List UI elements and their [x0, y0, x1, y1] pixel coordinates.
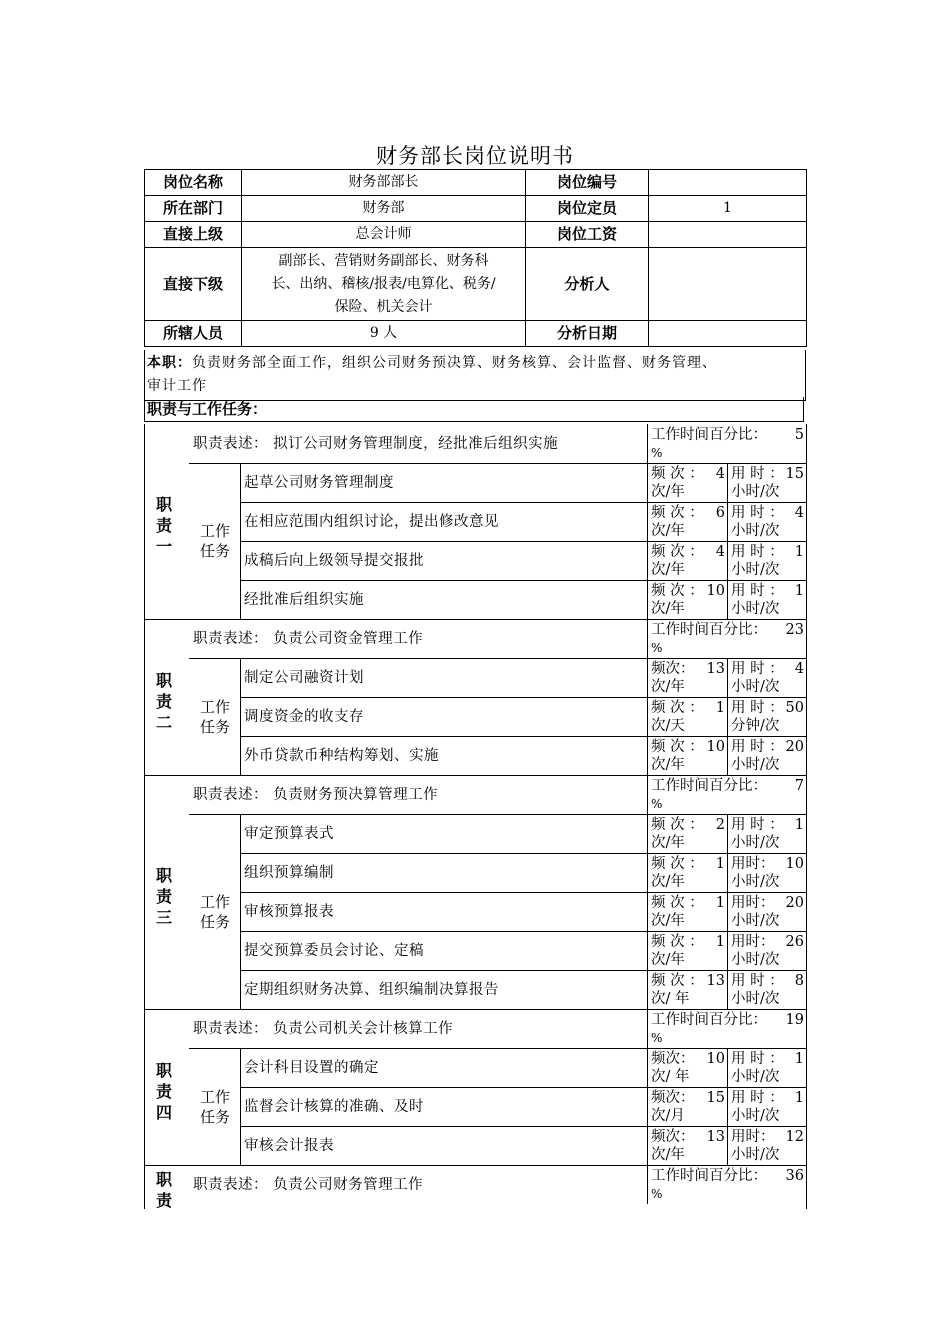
- task-frequency: [651, 1089, 725, 1126]
- subordinate-line: 长、出纳、稽核/报表/电算化、税务/: [271, 275, 496, 292]
- duty-description: 职责表述： 负责公司资金管理工作: [193, 631, 424, 647]
- task-frequency: [651, 465, 725, 502]
- quota-label: 岗位定员: [526, 196, 649, 222]
- time-percentage: [651, 621, 804, 657]
- row-divider: [189, 463, 806, 464]
- row-divider: [240, 1126, 806, 1127]
- task-duration-label: 用 时 ：: [731, 973, 784, 989]
- main-responsibility-text-cont: 审计工作: [147, 378, 207, 394]
- main-responsibility-label: 本职：: [147, 355, 192, 371]
- task-frequency-number: 6: [715, 505, 725, 521]
- task-duration: [731, 465, 804, 502]
- duty-description: 职责表述： 拟订公司财务管理制度，经批准后组织实施: [193, 436, 559, 452]
- duty-name-char: 责: [155, 1191, 172, 1210]
- task-duration-unit: 小时/次: [731, 913, 780, 929]
- row-divider: [240, 541, 806, 542]
- col-divider: [806, 1009, 807, 1165]
- superior-label: 直接上级: [145, 222, 242, 248]
- task-frequency-number: 4: [715, 466, 725, 482]
- task-frequency-unit: 次/年: [651, 523, 685, 539]
- task-text: 审核预算报表: [244, 904, 334, 920]
- staff-value: 9 人: [242, 321, 526, 347]
- job-name-value: 财务部部长: [242, 170, 526, 196]
- task-text: 外币贷款币种结构筹划、实施: [244, 748, 439, 764]
- task-frequency-number: 2: [715, 817, 725, 833]
- task-frequency-number: 10: [706, 1051, 725, 1067]
- task-duration: [731, 1128, 804, 1165]
- time-percentage-label: 工作时间百分比：: [651, 1168, 767, 1184]
- task-duration-unit: 小时/次: [731, 874, 780, 890]
- task-frequency-label: 频次：: [651, 1051, 695, 1067]
- subordinate-label: 直接下级: [145, 248, 242, 321]
- task-duration-unit: 小时/次: [731, 991, 780, 1007]
- col-divider: [806, 619, 807, 775]
- task-duration-number: 8: [794, 973, 804, 989]
- task-frequency-number: 10: [706, 583, 725, 599]
- task-frequency: [651, 504, 725, 541]
- task-duration-number: 10: [785, 856, 804, 872]
- duty-name-char: 职: [155, 670, 172, 690]
- task-frequency-number: 1: [715, 934, 725, 950]
- work-task-label-line: 任务: [199, 717, 230, 736]
- task-duration: [731, 816, 804, 853]
- task-duration-label: 用 时 ：: [731, 661, 784, 677]
- time-percentage-value: 23: [785, 622, 804, 638]
- row-divider: [240, 931, 806, 932]
- task-frequency-unit: 次/天: [651, 718, 685, 734]
- time-percentage-unit: %: [651, 1187, 663, 1201]
- task-frequency-number: 1: [715, 856, 725, 872]
- task-frequency-unit: 次/月: [651, 1108, 685, 1124]
- task-frequency-unit: 次/年: [651, 679, 685, 695]
- col-divider: [647, 658, 648, 775]
- task-frequency-unit: 次/年: [651, 874, 685, 890]
- task-frequency-label: 频 次 ：: [651, 466, 704, 482]
- task-frequency-label: 频 次 ：: [651, 856, 704, 872]
- task-duration-number: 1: [794, 583, 804, 599]
- col-divider: [727, 658, 728, 775]
- task-duration-unit: 小时/次: [731, 1147, 780, 1163]
- task-text: 提交预算委员会讨论、定稿: [244, 943, 424, 959]
- task-duration: [731, 699, 804, 736]
- duties-header: 职责与工作任务：: [144, 397, 804, 422]
- task-frequency-unit: 次/年: [651, 562, 685, 578]
- task-duration-label: 用时：: [731, 934, 775, 950]
- task-duration-label: 用 时 ：: [731, 544, 784, 560]
- date-label: 分析日期: [526, 321, 649, 347]
- task-duration-number: 50: [785, 700, 804, 716]
- duty-name: [144, 494, 184, 557]
- task-frequency-label: 频 次 ：: [651, 544, 704, 560]
- task-frequency-unit: 次/ 年: [651, 991, 690, 1007]
- task-duration-label: 用 时 ：: [731, 583, 784, 599]
- duty-name: [144, 1060, 184, 1123]
- time-percentage-label: 工作时间百分比：: [651, 1012, 767, 1028]
- task-duration-number: 1: [794, 1090, 804, 1106]
- subordinate-line: 保险、机关会计: [334, 298, 433, 315]
- task-duration-number: 4: [794, 505, 804, 521]
- task-duration: [731, 972, 804, 1009]
- col-divider: [647, 424, 648, 463]
- job-no-label: 岗位编号: [526, 170, 649, 196]
- job-no-value: [649, 170, 807, 196]
- duty-name: [144, 670, 184, 733]
- task-frequency-number: 1: [715, 700, 725, 716]
- work-task-label: [190, 521, 240, 561]
- col-divider: [240, 658, 241, 775]
- work-task-label-line: 任务: [199, 1107, 230, 1126]
- task-duration-unit: 小时/次: [731, 679, 780, 695]
- task-frequency-unit: 次/年: [651, 952, 685, 968]
- work-task-label: [190, 892, 240, 932]
- task-duration-unit: 小时/次: [731, 1069, 780, 1085]
- task-frequency-number: 15: [706, 1090, 725, 1106]
- work-task-label-line: 任务: [199, 912, 230, 931]
- col-divider: [727, 814, 728, 1009]
- task-text: 监督会计核算的准确、及时: [244, 1099, 424, 1115]
- row-divider: [189, 814, 806, 815]
- task-duration-number: 20: [785, 739, 804, 755]
- task-duration-label: 用时：: [731, 856, 775, 872]
- task-duration-label: 用 时 ：: [731, 817, 784, 833]
- main-responsibility-text: 负责财务部全面工作，组织公司财务预决算、财务核算、会计监督、财务管理、: [192, 355, 717, 371]
- task-frequency-number: 10: [706, 739, 725, 755]
- col-divider: [727, 1048, 728, 1165]
- duty-name: [144, 1169, 184, 1211]
- col-divider: [806, 1165, 807, 1209]
- dept-value: 财务部: [242, 196, 526, 222]
- task-text: 在相应范围内组织讨论，提出修改意见: [244, 514, 499, 530]
- duty-name-char: 责: [155, 886, 172, 906]
- row-divider: [240, 1087, 806, 1088]
- task-duration-label: 用 时 ：: [731, 700, 784, 716]
- task-frequency-number: 13: [706, 1129, 725, 1145]
- task-text: 组织预算编制: [244, 865, 334, 881]
- task-duration-number: 1: [794, 1051, 804, 1067]
- task-frequency: [651, 738, 725, 775]
- col-divider: [240, 814, 241, 1009]
- task-duration: [731, 660, 804, 697]
- task-frequency-label: 频 次 ：: [651, 934, 704, 950]
- task-duration-label: 用 时 ：: [731, 1051, 784, 1067]
- time-percentage-unit: %: [651, 1031, 663, 1045]
- row-divider: [240, 970, 806, 971]
- time-percentage: [651, 1167, 804, 1203]
- task-duration: [731, 1089, 804, 1126]
- col-divider: [647, 1048, 648, 1165]
- task-duration-number: 20: [785, 895, 804, 911]
- task-duration-number: 15: [785, 466, 804, 482]
- task-duration-label: 用 时 ：: [731, 1090, 784, 1106]
- task-text: 会计科目设置的确定: [244, 1060, 379, 1076]
- task-frequency-label: 频次：: [651, 1129, 695, 1145]
- time-percentage: [651, 426, 804, 462]
- date-value: [649, 321, 807, 347]
- task-frequency: [651, 543, 725, 580]
- task-duration: [731, 543, 804, 580]
- row-divider: [189, 658, 806, 659]
- work-task-label-line: 工作: [199, 697, 230, 716]
- work-task-label: [190, 1087, 240, 1127]
- salary-value: [649, 222, 807, 248]
- col-divider: [647, 619, 648, 658]
- time-percentage: [651, 1011, 804, 1047]
- task-duration-unit: 小时/次: [731, 562, 780, 578]
- duty-description: 职责表述： 负责公司财务管理工作: [193, 1177, 424, 1193]
- analyst-label: 分析人: [526, 248, 649, 321]
- dept-label: 所在部门: [145, 196, 242, 222]
- work-task-label-line: 工作: [199, 892, 230, 911]
- row-divider: [144, 619, 806, 620]
- duty-name-char: 职: [155, 495, 172, 514]
- task-frequency: [651, 1128, 725, 1165]
- task-frequency-unit: 次/年: [651, 484, 685, 500]
- task-frequency-number: 13: [706, 661, 725, 677]
- duty-name-char: 四: [155, 1102, 172, 1122]
- col-divider: [647, 775, 648, 814]
- duty-name-char: 责: [155, 691, 172, 711]
- analyst-value: [649, 248, 807, 321]
- task-duration-unit: 小时/次: [731, 757, 780, 773]
- row-divider: [240, 736, 806, 737]
- task-duration-number: 4: [794, 661, 804, 677]
- duty-description: 职责表述： 负责财务预决算管理工作: [193, 787, 439, 803]
- task-duration-unit: 小时/次: [731, 952, 780, 968]
- task-frequency: [651, 816, 725, 853]
- task-frequency: [651, 894, 725, 931]
- superior-value: 总会计师: [242, 222, 526, 248]
- duty-name-char: 三: [155, 907, 172, 927]
- time-percentage-unit: %: [651, 641, 663, 655]
- task-duration-unit: 小时/次: [731, 835, 780, 851]
- row-divider: [240, 580, 806, 581]
- task-frequency: [651, 972, 725, 1009]
- task-text: 经批准后组织实施: [244, 592, 364, 608]
- staff-label: 所辖人员: [145, 321, 242, 347]
- time-percentage-value: 19: [785, 1012, 804, 1028]
- document-title: 财务部长岗位说明书: [376, 144, 574, 168]
- work-task-label-line: 工作: [199, 522, 230, 540]
- main-responsibility: [144, 350, 806, 401]
- task-duration-label: 用时：: [731, 895, 775, 911]
- duty-name-char: 职: [155, 1060, 172, 1080]
- row-divider: [189, 1048, 806, 1049]
- col-divider: [806, 775, 807, 1009]
- task-frequency-unit: 次/年: [651, 757, 685, 773]
- row-divider: [240, 892, 806, 893]
- task-frequency-unit: 次/年: [651, 1147, 685, 1163]
- task-frequency-unit: 次/年: [651, 601, 685, 617]
- quota-value: 1: [649, 196, 807, 222]
- task-duration: [731, 738, 804, 775]
- task-duration-number: 12: [785, 1129, 804, 1145]
- task-duration-unit: 小时/次: [731, 1108, 780, 1124]
- time-percentage-value: 36: [785, 1168, 804, 1184]
- task-duration-label: 用 时 ：: [731, 505, 784, 521]
- duty-name-char: 二: [155, 712, 172, 732]
- task-frequency-label: 频 次 ：: [651, 973, 704, 989]
- time-percentage-value: 7: [794, 778, 804, 794]
- row-divider: [240, 697, 806, 698]
- task-frequency-number: 13: [706, 973, 725, 989]
- duty-name-char: 一: [155, 537, 172, 556]
- task-frequency: [651, 699, 725, 736]
- task-frequency-label: 频 次 ：: [651, 700, 704, 716]
- task-frequency: [651, 933, 725, 970]
- duty-description: 职责表述： 负责公司机关会计核算工作: [193, 1021, 454, 1037]
- col-divider: [647, 1165, 648, 1204]
- job-info-table: [144, 169, 807, 347]
- subordinate-line: 副部长、营销财务副部长、财务科: [278, 252, 489, 269]
- time-percentage-value: 5: [794, 427, 804, 443]
- salary-label: 岗位工资: [526, 222, 649, 248]
- task-text: 定期组织财务决算、组织编制决算报告: [244, 982, 499, 998]
- row-divider: [144, 1165, 806, 1166]
- task-frequency-number: 1: [715, 895, 725, 911]
- task-text: 调度资金的收支存: [244, 709, 364, 725]
- task-frequency: [651, 1050, 725, 1087]
- task-duration: [731, 855, 804, 892]
- row-divider: [240, 502, 806, 503]
- col-divider: [647, 814, 648, 1009]
- task-duration-label: 用时：: [731, 1129, 775, 1145]
- task-duration: [731, 933, 804, 970]
- task-text: 起草公司财务管理制度: [244, 475, 394, 491]
- col-divider: [647, 1009, 648, 1048]
- task-text: 制定公司融资计划: [244, 670, 364, 686]
- task-frequency-unit: 次/ 年: [651, 1069, 690, 1085]
- task-frequency-number: 4: [715, 544, 725, 560]
- task-text: 审定预算表式: [244, 826, 334, 842]
- task-duration-unit: 分钟/次: [731, 718, 780, 734]
- task-text: 成稿后向上级领导提交报批: [244, 553, 424, 569]
- task-duration-label: 用 时 ：: [731, 466, 784, 482]
- duty-name-char: 职: [155, 865, 172, 885]
- task-frequency-label: 频次：: [651, 1090, 695, 1106]
- duty-name: [144, 865, 184, 928]
- task-frequency-unit: 次/年: [651, 835, 685, 851]
- task-duration-number: 1: [794, 817, 804, 833]
- time-percentage-unit: %: [651, 446, 663, 460]
- task-frequency-label: 频 次 ：: [651, 895, 704, 911]
- task-duration-unit: 小时/次: [731, 523, 780, 539]
- task-frequency-label: 频 次 ：: [651, 583, 704, 599]
- task-duration: [731, 1050, 804, 1087]
- duty-name-char: 责: [155, 1081, 172, 1101]
- job-name-label: 岗位名称: [145, 170, 242, 196]
- task-frequency-label: 频 次 ：: [651, 817, 704, 833]
- task-duration: [731, 894, 804, 931]
- task-frequency-label: 频次：: [651, 661, 695, 677]
- row-divider: [144, 1009, 806, 1010]
- task-duration: [731, 582, 804, 619]
- task-frequency-label: 频 次 ：: [651, 739, 704, 755]
- task-duration-number: 26: [785, 934, 804, 950]
- task-duration-unit: 小时/次: [731, 601, 780, 617]
- work-task-label-line: 任务: [199, 542, 230, 560]
- row-divider: [144, 775, 806, 776]
- time-percentage-label: 工作时间百分比：: [651, 622, 767, 638]
- time-percentage: [651, 777, 804, 813]
- task-frequency-unit: 次/年: [651, 913, 685, 929]
- task-duration-number: 1: [794, 544, 804, 560]
- task-duration: [731, 504, 804, 541]
- col-divider: [806, 424, 807, 619]
- subordinate-value: [242, 248, 526, 321]
- task-frequency-label: 频 次 ：: [651, 505, 704, 521]
- task-text: 审核会计报表: [244, 1138, 334, 1154]
- duty-name-char: 职: [155, 1170, 172, 1189]
- time-percentage-unit: %: [651, 797, 663, 811]
- col-divider: [240, 1048, 241, 1165]
- task-frequency: [651, 855, 725, 892]
- time-percentage-label: 工作时间百分比：: [651, 778, 767, 794]
- task-frequency: [651, 660, 725, 697]
- work-task-label: [190, 697, 240, 737]
- duty-name-char: 责: [155, 516, 172, 535]
- task-duration-label: 用 时 ：: [731, 739, 784, 755]
- row-divider: [240, 853, 806, 854]
- task-frequency: [651, 582, 725, 619]
- time-percentage-label: 工作时间百分比：: [651, 427, 767, 443]
- task-duration-unit: 小时/次: [731, 484, 780, 500]
- work-task-label-line: 工作: [199, 1087, 230, 1106]
